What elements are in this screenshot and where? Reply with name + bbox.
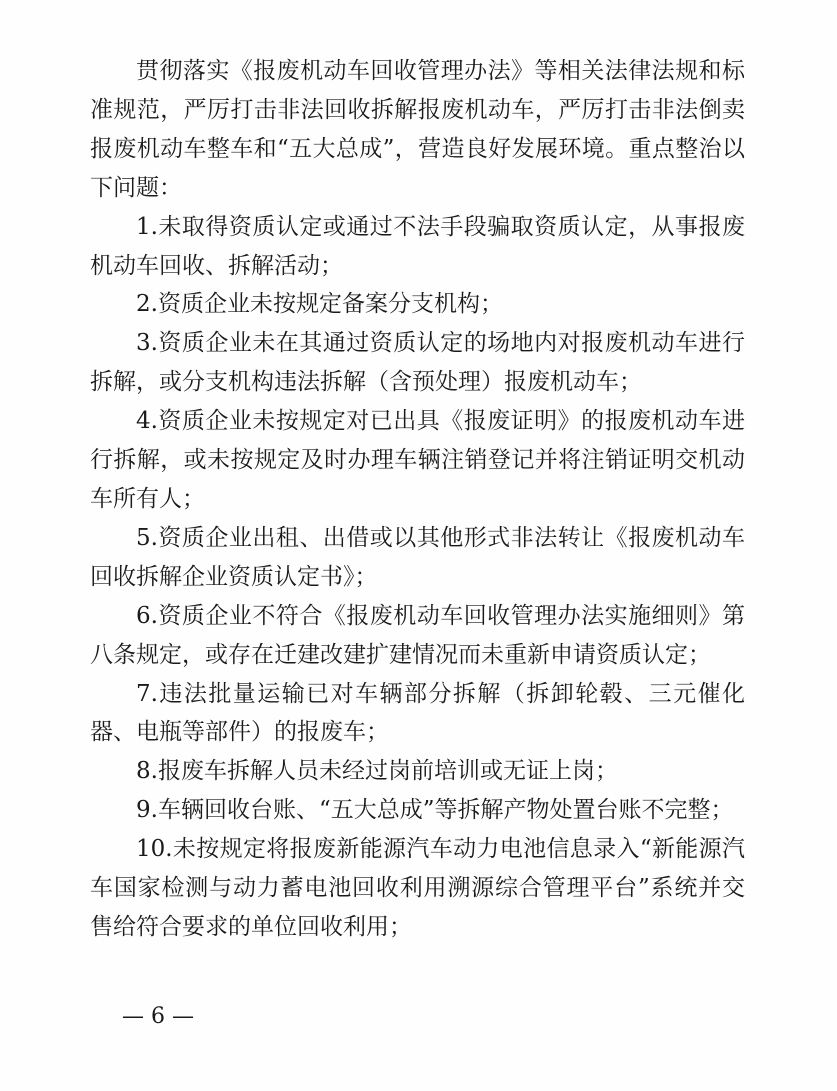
list-item: 3.资质企业未在其通过资质认定的场地内对报废机动车进行拆解，或分支机构违法拆解（含预处理）报废机动车； <box>90 330 745 396</box>
list-item: 4.资质企业未按规定对已出具《报废证明》的报废机动车进行拆解，或未按规定及时办理车辆注销登记并将注销证明交机动车所有人； <box>90 408 745 512</box>
body-text <box>90 52 745 947</box>
list-item: 9.车辆回收台账、“五大总成”等拆解产物处置台账不完整； <box>136 797 734 824</box>
list-item: 5.资质企业出租、出借或以其他形式非法转让《报废机动车回收拆解企业资质认定书》； <box>90 524 745 590</box>
list-item: 7.违法批量运输已对车辆部分拆解（拆卸轮毂、三元催化器、电瓶等部件）的报废车； <box>90 680 745 746</box>
list-item: 1.未取得资质认定或通过不法手段骗取资质认定，从事报废机动车回收、拆解活动； <box>90 213 745 279</box>
list-item: 2.资质企业未按规定备案分支机构； <box>136 291 503 318</box>
list-item: 6.资质企业不符合《报废机动车回收管理办法实施细则》第八条规定，或存在迁建改建扩建情况而未重新申请资质认定； <box>90 602 745 668</box>
list-item: 8.报废车拆解人员未经过岗前培训或无证上岗； <box>136 758 618 785</box>
list-item: 10.未按规定将报废新能源汽车动力电池信息录入“新能源汽车国家检测与动力蓄电池回收利用溯源综合管理平台”系统并交售给符合要求的单位回收利用； <box>90 836 745 940</box>
page-number: — 6 — <box>122 1004 194 1029</box>
intro-paragraph: 贯彻落实《报废机动车回收管理办法》等相关法律法规和标准规范，严厉打击非法回收拆解报废机动车，严厉打击非法倒卖报废机动车整车和“五大总成”，营造良好发展环境。重点整治以下问题： <box>90 58 745 201</box>
